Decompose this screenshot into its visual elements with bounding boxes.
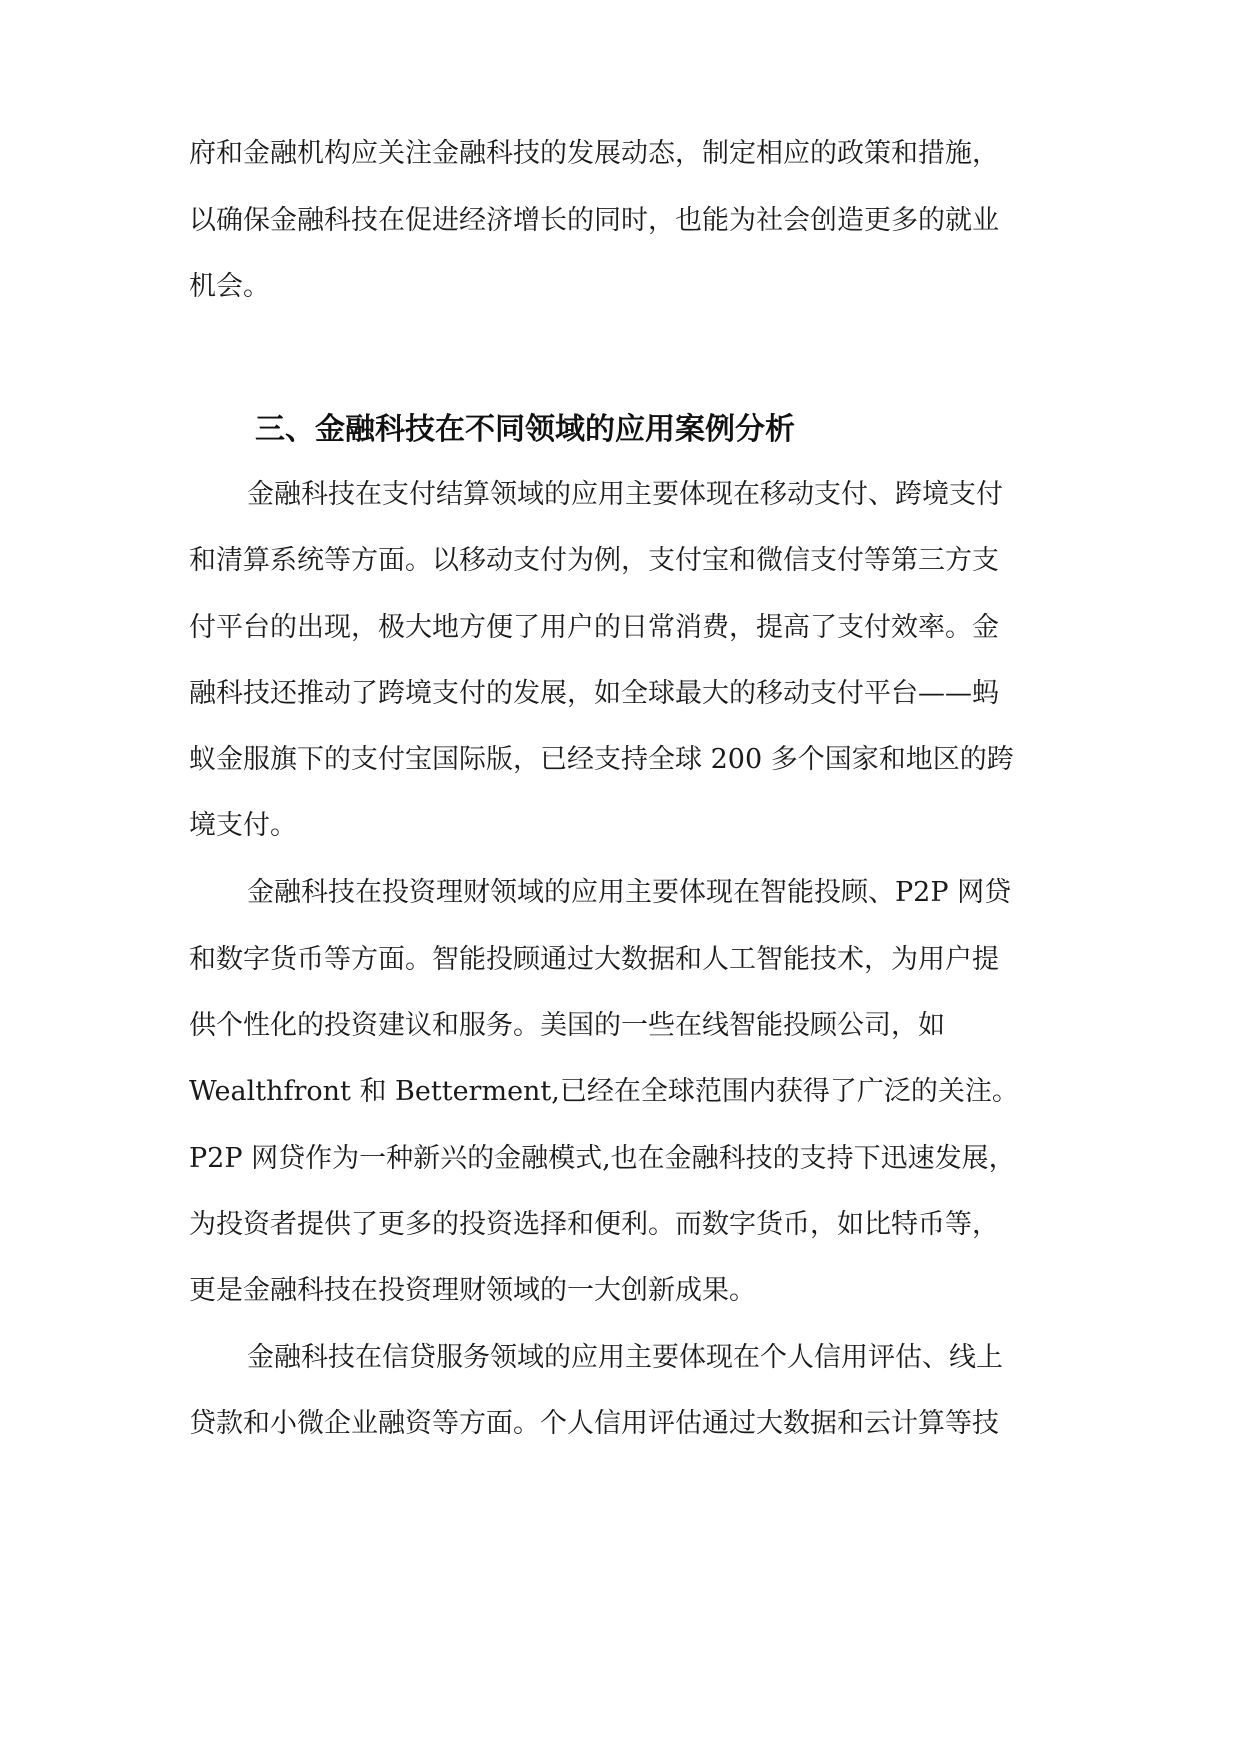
text-line: 境支付。: [189, 810, 297, 841]
text-line: P2P 网贷作为一种新兴的金融模式,也在金融科技的支持下迅速发展，: [189, 1143, 1016, 1174]
text-line: Wealthfront 和 Betterment,已经在全球范围内获得了广泛的关注。: [189, 1076, 1019, 1107]
text-line: 更是金融科技在投资理财领域的一大创新成果。: [189, 1275, 756, 1306]
text-line: 蚁金服旗下的支付宝国际版，已经支持全球 200 多个国家和地区的跨: [189, 744, 1014, 775]
text-line: 付平台的出现，极大地方便了用户的日常消费，提高了支付效率。金: [189, 612, 999, 643]
text-line: 金融科技在投资理财领域的应用主要体现在智能投顾、P2P 网贷: [247, 877, 1012, 908]
text-line: 金融科技在信贷服务领域的应用主要体现在个人信用评估、线上: [247, 1342, 1003, 1373]
text-line: 供个性化的投资建议和服务。美国的一些在线智能投顾公司，如: [189, 1010, 945, 1041]
text-line: 和清算系统等方面。以移动支付为例，支付宝和微信支付等第三方支: [189, 545, 999, 576]
text-line: 和数字货币等方面。智能投顾通过大数据和人工智能技术，为用户提: [189, 944, 999, 975]
text-line: 机会。: [189, 271, 270, 302]
text-line: 贷款和小微企业融资等方面。个人信用评估通过大数据和云计算等技: [189, 1408, 999, 1439]
text-line: 融科技还推动了跨境支付的发展，如全球最大的移动支付平台——蚂: [189, 678, 999, 709]
text-line: 以确保金融科技在促进经济增长的同时，也能为社会创造更多的就业: [189, 205, 999, 236]
text-line: 为投资者提供了更多的投资选择和便利。而数字货币，如比特币等，: [189, 1209, 999, 1240]
section-heading: 三、金融科技在不同领域的应用案例分析: [255, 412, 795, 447]
text-line: 金融科技在支付结算领域的应用主要体现在移动支付、跨境支付: [247, 479, 1003, 510]
text-line: 府和金融机构应关注金融科技的发展动态，制定相应的政策和措施，: [189, 138, 999, 169]
